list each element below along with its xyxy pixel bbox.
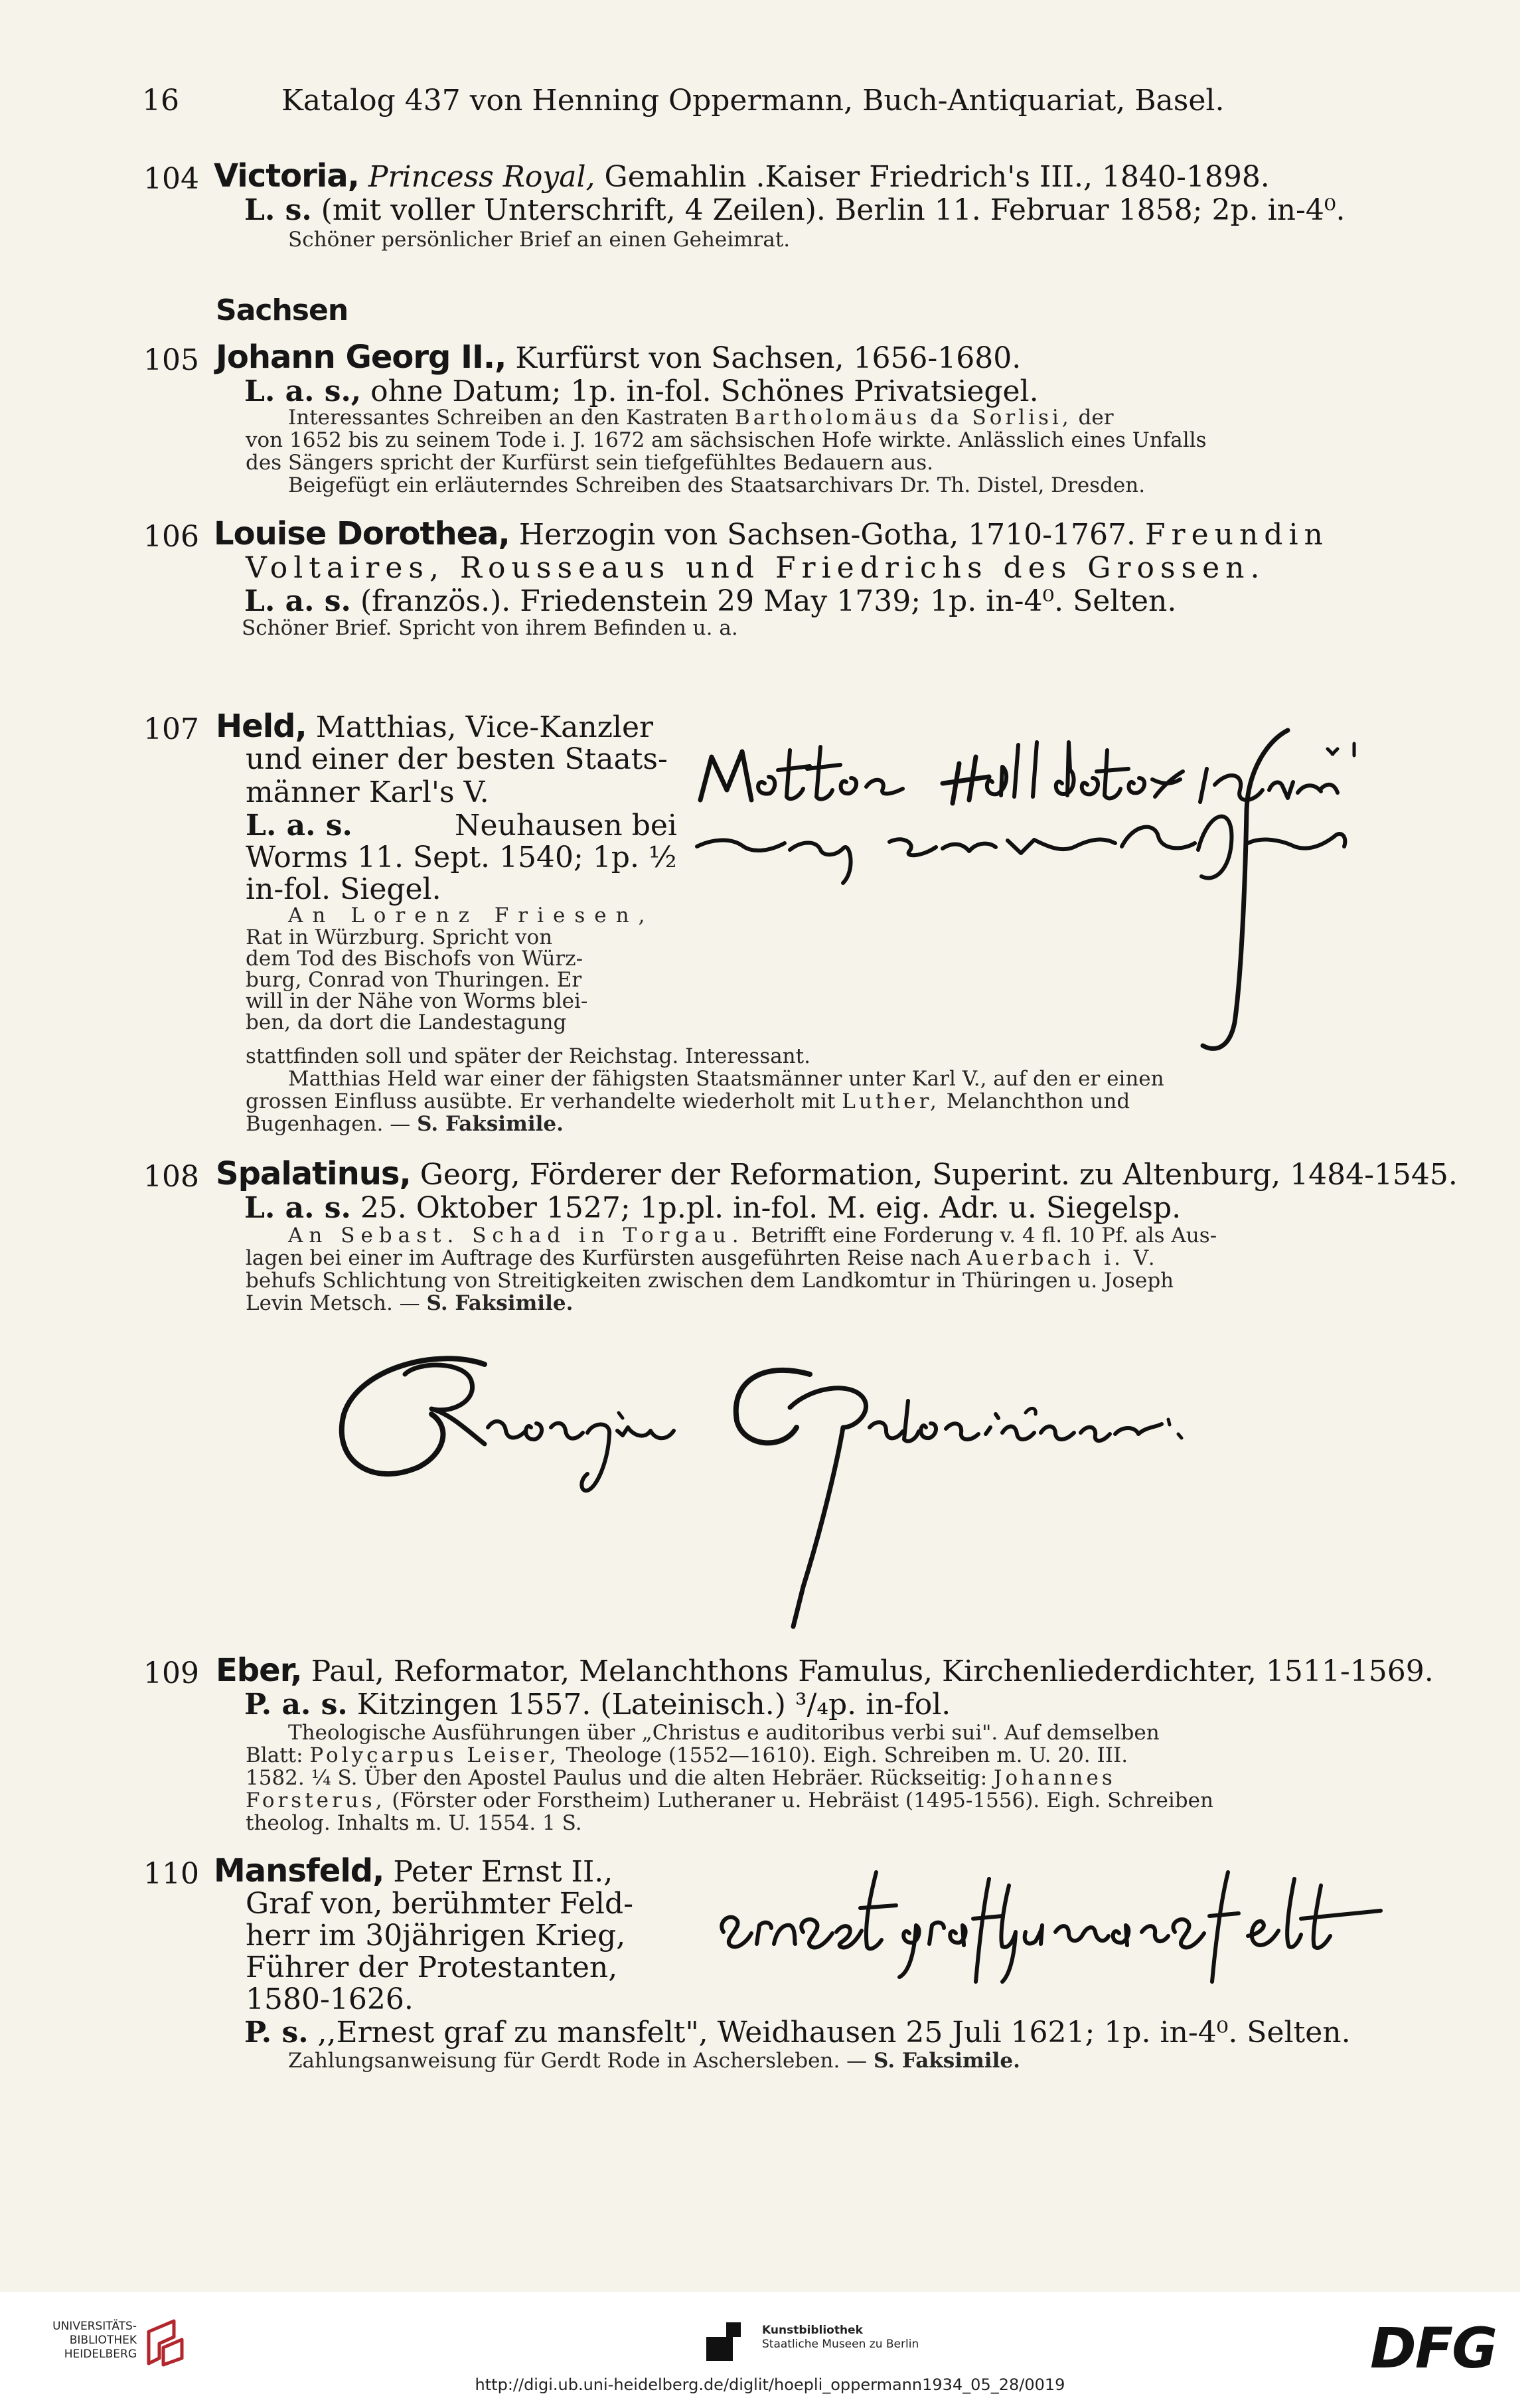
- entry-note: [246, 1767, 1116, 1789]
- entry-details: (mit voller Unterschrift, 4 Zeilen). Berlin 11. Februar 1858; 2p. in-4⁰.: [321, 193, 1346, 227]
- note-text: lagen bei einer im Auftrage des Kurfürsten ausgeführten Reise nach: [246, 1246, 961, 1270]
- entry-details: Neuhausen bei: [454, 809, 677, 842]
- entry-106-line2: Voltaires, Rousseaus und Friedrichs des Grossen.: [246, 551, 1266, 585]
- entry-note: Theologische Ausführungen über „Christus e auditoribus verbi sui". Auf demselben: [288, 1721, 1160, 1745]
- entry-note: [288, 1225, 1217, 1247]
- entry-abbr: L. a. s.: [244, 1191, 351, 1225]
- entry-details: ohne Datum; 1p. in-fol. Schönes Privatsiegel.: [370, 374, 1039, 408]
- entry-number: 105: [143, 343, 199, 377]
- logo-line: BIBLIOTHEK: [69, 2334, 137, 2347]
- entry-note: von 1652 bis zu seinem Tode i. J. 1672 am sächsischen Hofe wirkte. Anlässlich eines Unfalls: [246, 428, 1207, 452]
- entry-note-spaced: An Lorenz Friesen,: [288, 904, 654, 927]
- entry-name: Mansfeld,: [214, 1852, 384, 1889]
- entry-note: burg, Conrad von Thuringen. Er: [246, 968, 582, 992]
- entry-number: 106: [143, 520, 199, 554]
- entry-abbr: L. s.: [244, 193, 312, 227]
- entry-105-line1: [216, 341, 1021, 375]
- entry-109-line1: [216, 1654, 1434, 1688]
- entry-note: [288, 2050, 1020, 2072]
- entry-abbr: L. a. s.,: [244, 374, 362, 408]
- note-text: Melanchthon und: [946, 1089, 1130, 1113]
- entry-number: 107: [143, 712, 199, 746]
- entry-desc: Peter Ernst II.,: [393, 1855, 613, 1889]
- entry-107-line1: [216, 710, 653, 744]
- entry-104-line1: [214, 159, 1270, 194]
- entry-number: 104: [143, 162, 199, 196]
- entry-desc: Graf von, berühmter Feld-: [246, 1887, 633, 1921]
- note-spaced-name: Johannes: [994, 1766, 1116, 1790]
- note-spaced-name: Bartholomäus da Sorlisi,: [734, 406, 1072, 430]
- entry-105-line2: [244, 375, 1039, 408]
- digitization-footer: [0, 2292, 1540, 2402]
- entry-desc: herr im 30jährigen Krieg,: [246, 1919, 626, 1953]
- note-spaced-name: Forsterus,: [246, 1789, 386, 1812]
- source-url[interactable]: http://digi.ub.uni-heidelberg.de/diglit/hoepli_oppermann1934_05_28/0019: [475, 2375, 1065, 2394]
- spalatinus-signature-facsimile: [332, 1334, 1261, 1646]
- entry-title: Princess Royal,: [368, 160, 595, 194]
- entry-note: stattfinden soll und später der Reichstag. Interessant.: [246, 1044, 810, 1068]
- entry-note: [246, 1790, 1213, 1812]
- entry-name: Victoria,: [214, 157, 359, 195]
- entry-note: Matthias Held war einer der fähigsten Staatsmänner unter Karl V., auf den er einen: [288, 1067, 1164, 1091]
- entry-name: Johann Georg II.,: [216, 339, 506, 376]
- logo-line: Staatliche Museen zu Berlin: [762, 2338, 919, 2351]
- entry-details: Worms 11. Sept. 1540; 1p. ½: [246, 841, 677, 874]
- entry-name: Spalatinus,: [216, 1155, 411, 1192]
- held-signature-facsimile: [690, 710, 1434, 1069]
- heidelberg-logo-icon: [141, 2317, 187, 2367]
- entry-note: Schöner Brief. Spricht von ihrem Befinden u. a.: [242, 616, 738, 640]
- page-number: 16: [142, 84, 179, 118]
- entry-abbr: P. s.: [244, 2016, 309, 2049]
- entry-note: dem Tod des Bischofs von Würz-: [246, 947, 583, 971]
- note-text: Theologe (1552—1610). Eigh. Schreiben m. U. 20. III.: [566, 1743, 1128, 1767]
- note-text: (Förster oder Forstheim) Lutheraner u. Hebräist (1495-1556). Eigh. Schreiben: [392, 1789, 1213, 1812]
- entry-details: 25. Oktober 1527; 1p.pl. in-fol. M. eig. Adr. u. Siegelsp.: [360, 1191, 1182, 1225]
- entry-number: 108: [143, 1160, 199, 1194]
- entry-desc: Gemahlin .Kaiser Friedrich's III., 1840-1898.: [604, 160, 1270, 194]
- page-header-title: Katalog 437 von Henning Oppermann, Buch-Antiquariat, Basel.: [281, 84, 1225, 118]
- note-text: Zahlungsanweisung für Gerdt Rode in Aschersleben. —: [288, 2049, 868, 2073]
- facsimile-ref: S. Faksimile.: [426, 1291, 574, 1315]
- entry-note: [246, 1091, 1130, 1113]
- entry-details: in-fol. Siegel.: [246, 872, 441, 906]
- logo-line: UNIVERSITÄTS-: [52, 2320, 137, 2333]
- entry-note: [288, 407, 1114, 429]
- entry-number: 109: [143, 1656, 199, 1690]
- facsimile-ref: S. Faksimile.: [417, 1112, 564, 1136]
- entry-desc: Herzogin von Sachsen-Gotha, 1710-1767.: [518, 518, 1136, 552]
- entry-desc: und einer der besten Staats-: [246, 742, 668, 776]
- entry-abbr: L. a. s.: [246, 809, 352, 842]
- entry-110-line6: [244, 2016, 1351, 2049]
- entry-106-line1: [214, 517, 1329, 552]
- facsimile-ref: S. Faksimile.: [874, 2049, 1020, 2073]
- entry-108-line2: [244, 1192, 1181, 1225]
- note-text: Bugenhagen. —: [246, 1112, 411, 1136]
- entry-desc: Kurfürst von Sachsen, 1656-1680.: [515, 341, 1022, 375]
- note-text: Betrifft eine Forderung v. 4 fl. 10 Pf. als Aus-: [751, 1224, 1217, 1247]
- entry-abbr: P. a. s.: [244, 1688, 348, 1721]
- entry-109-line2: [244, 1688, 951, 1721]
- entry-note: des Sängers spricht der Kurfürst sein tiefgefühltes Bedauern aus.: [246, 451, 934, 475]
- entry-note: [246, 1293, 573, 1315]
- section-heading: Sachsen: [216, 293, 348, 327]
- heidelberg-logo-text: [24, 2320, 137, 2362]
- note-text: grossen Einfluss ausübte. Er verhandelte wiederholt mit: [246, 1089, 836, 1113]
- entry-110-line1: [214, 1854, 613, 1889]
- entry-106-line3: [244, 585, 1176, 618]
- entry-note: [246, 1745, 1128, 1767]
- entry-note: Rat in Würzburg. Spricht von: [246, 925, 553, 949]
- note-text: Blatt:: [246, 1743, 303, 1767]
- dfg-logo: DFG: [1370, 2316, 1497, 2381]
- entry-desc: Georg, Förderer der Reformation, Superint. zu Altenburg, 1484-1545.: [420, 1158, 1458, 1192]
- entry-note: behufs Schlichtung von Streitigkeiten zwischen dem Landkomtur in Thüringen u. Joseph: [246, 1269, 1174, 1293]
- kunstbibliothek-logo-text: [762, 2324, 919, 2352]
- note-text: der: [1078, 406, 1114, 430]
- entry-spaced: Freundin: [1145, 518, 1329, 552]
- mansfeld-signature-facsimile: [710, 1859, 1407, 1992]
- entry-details: (französ.). Friedenstein 29 May 1739; 1p. in-4⁰. Selten.: [360, 584, 1177, 618]
- entry-desc: männer Karl's V.: [246, 775, 489, 809]
- entry-note: ben, da dort die Landestagung: [246, 1010, 567, 1034]
- entry-desc: Führer der Protestanten,: [246, 1951, 618, 1984]
- entry-108-line1: [216, 1157, 1458, 1192]
- entry-number: 110: [143, 1857, 199, 1891]
- entry-name: Louise Dorothea,: [214, 515, 510, 552]
- note-spaced-name: Polycarpus Leiser,: [309, 1743, 560, 1767]
- entry-104-line2: [244, 194, 1346, 227]
- entry-name: Held,: [216, 708, 307, 745]
- entry-desc: Paul, Reformator, Melanchthons Famulus, Kirchenliederdichter, 1511-1569.: [311, 1654, 1434, 1688]
- entry-note: [246, 1113, 564, 1135]
- note-text: Levin Metsch. —: [246, 1291, 420, 1315]
- entry-details: Kitzingen 1557. (Lateinisch.) ³/₄p. in-fol.: [356, 1688, 951, 1721]
- entry-details: ,,Ernest graf zu mansfelt", Weidhausen 25 Juli 1621; 1p. in-4⁰. Selten.: [317, 2016, 1351, 2049]
- note-text: Interessantes Schreiben an den Kastraten: [288, 406, 729, 430]
- entry-desc: Matthias, Vice-Kanzler: [315, 710, 654, 744]
- entry-note: theolog. Inhalts m. U. 1554. 1 S.: [246, 1811, 582, 1835]
- note-spaced-name: An Sebast. Schad in Torgau.: [288, 1224, 745, 1247]
- logo-line: Kunstbibliothek: [762, 2324, 863, 2337]
- entry-107-line4: [246, 809, 677, 842]
- note-spaced-name: Luther,: [842, 1089, 940, 1113]
- logo-line: HEIDELBERG: [64, 2348, 137, 2361]
- kunstbibliothek-logo-icon: [704, 2316, 757, 2369]
- entry-note: will in der Nähe von Worms blei-: [246, 989, 588, 1013]
- entry-abbr: L. a. s.: [244, 584, 351, 618]
- note-spaced-name: Auerbach i. V.: [967, 1246, 1158, 1270]
- entry-note: [246, 1247, 1158, 1269]
- entry-note: Beigefügt ein erläuterndes Schreiben des Staatsarchivars Dr. Th. Distel, Dresden.: [288, 473, 1146, 497]
- entry-desc: 1580-1626.: [246, 1982, 414, 2016]
- note-text: 1582. ¼ S. Über den Apostel Paulus und die alten Hebräer. Rückseitig:: [246, 1766, 988, 1790]
- entry-note: Schöner persönlicher Brief an einen Geheimrat.: [288, 228, 791, 252]
- entry-name: Eber,: [216, 1652, 302, 1689]
